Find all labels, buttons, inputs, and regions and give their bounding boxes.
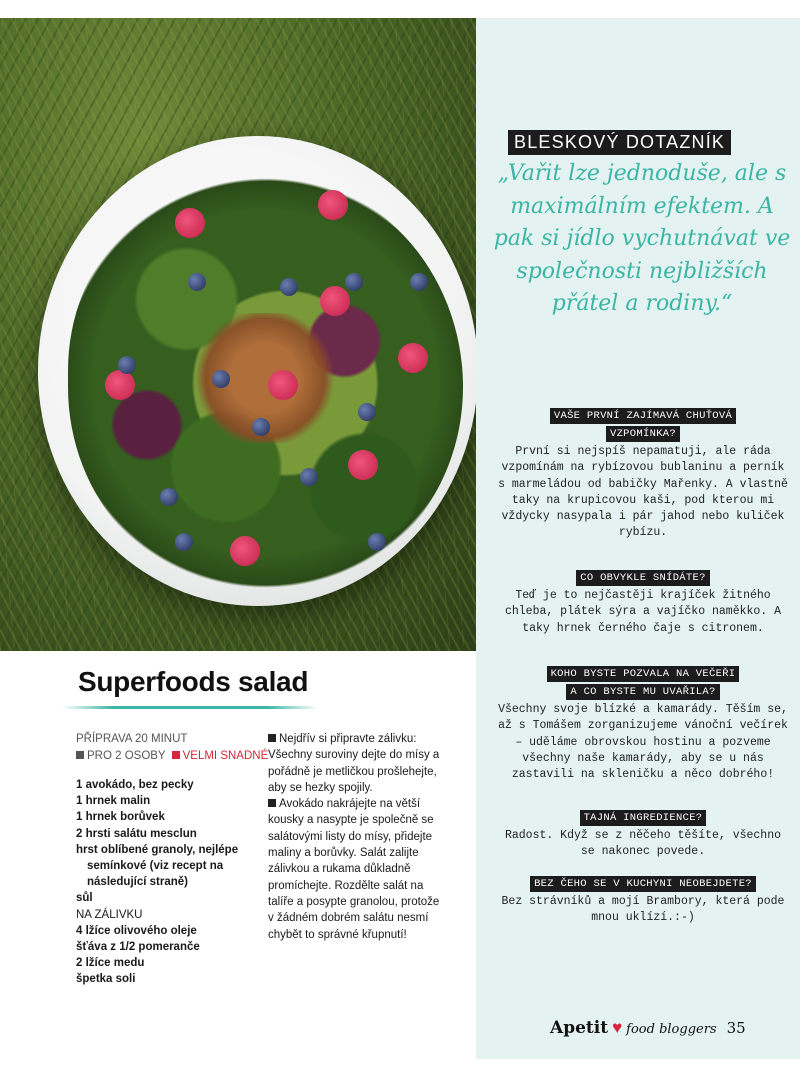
raspberry — [320, 286, 350, 316]
raspberry — [105, 370, 135, 400]
answer-text: Bez strávníků a mojí Brambory, která pode mnou uklízí.:-) — [501, 895, 785, 925]
question-label: TAJNÁ INGREDIENCE? — [580, 810, 707, 826]
questionnaire-title: BLESKOVÝ DOTAZNÍK — [508, 130, 731, 155]
step — [268, 731, 448, 796]
ingredient: 1 avokádo, bez pecky — [76, 779, 194, 791]
ingredient-list — [76, 777, 256, 988]
qa-block — [496, 408, 790, 542]
ingredient: 2 lžíce medu — [76, 957, 145, 970]
title-underline — [62, 706, 318, 709]
qa-block — [496, 876, 790, 927]
ingredient: 4 lžíce olivového oleje — [76, 924, 197, 937]
raspberry — [348, 450, 378, 480]
question-label: CO OBVYKLE SNÍDÁTE? — [576, 570, 709, 586]
question-label: BEZ ČEHO SE V KUCHYNI NEOBEJDETE? — [530, 876, 756, 892]
dressing-heading: NA ZÁLIVKU — [76, 908, 143, 921]
ingredient: 1 hrnek borůvek — [76, 811, 165, 824]
blueberry — [175, 533, 193, 551]
qa-block — [496, 570, 790, 637]
raspberry — [175, 208, 205, 238]
ingredient: následující straně) — [87, 876, 188, 889]
recipe-meta — [76, 731, 268, 764]
square-bullet-icon — [172, 751, 180, 759]
ingredient: šťáva z 1/2 pomeranče — [76, 941, 200, 954]
blueberry — [212, 370, 230, 388]
page-number: 35 — [726, 1019, 746, 1037]
qa-block — [496, 810, 790, 861]
heart-icon: ♥ — [612, 1018, 623, 1037]
ingredient: sůl — [76, 892, 93, 905]
difficulty: VELMI SNADNÉ — [182, 749, 269, 762]
method — [268, 731, 448, 943]
raspberry — [268, 370, 298, 400]
servings: PRO 2 OSOBY — [87, 749, 166, 762]
ingredient: 2 hrsti salátu mesclun — [76, 827, 197, 840]
section-name: food bloggers — [626, 1022, 717, 1037]
brand-logo: Apetit — [550, 1018, 609, 1038]
square-bullet-icon — [268, 734, 276, 742]
step-text: Avokádo nakrájejte na větší kousky a nasypte je společně se salátovými listy do mísy, přidejte maliny a borůvky. Salát zalijte zálivkou a rukama důkladně promíchejte. Rozdělte salát na talíře a posypte granolou, protože v žádném dobrém salátu nesmí chybět to správné křupnutí! — [268, 798, 440, 941]
blueberry — [410, 273, 428, 291]
ingredient: hrst oblíbené granoly, nejlépe — [76, 843, 239, 856]
blueberry — [280, 278, 298, 296]
question-label: A CO BYSTE MU UVAŘILA? — [566, 684, 719, 700]
recipe-title: Superfoods salad — [78, 666, 309, 697]
answer-text: Teď je to nejčastěji krajíček žitného chleba, plátek sýra a vajíčko naměkko. A taky hrnek černého čaje s citronem. — [504, 589, 782, 635]
raspberry — [230, 536, 260, 566]
answer-text: Radost. Když se z něčeho těšíte, všechno se nakonec povede. — [504, 829, 782, 859]
question-label: VZPOMÍNKA? — [606, 426, 680, 442]
ingredient: 1 hrnek malin — [76, 795, 151, 808]
salad-photo — [0, 18, 476, 651]
raspberry — [318, 190, 348, 220]
blueberry — [160, 488, 178, 506]
blueberry — [358, 403, 376, 421]
step-text: Nejdřív si připravte zálivku: Všechny suroviny dejte do mísy a pořádně je metličkou prošlehejte, aby se hezky spojily. — [268, 733, 440, 794]
blueberry — [345, 273, 363, 291]
answer-text: První si nejspíš nepamatuji, ale ráda vzpomínám na rybízovou bublaninu a perník s marmeládou od babičky Mařenky. A vlastně taky na krupicovou kaši, pod kterou mi vždycky nasypala i pár jahod nebo kuliček rybízu. — [498, 445, 788, 540]
blueberry — [300, 468, 318, 486]
square-bullet-icon — [268, 799, 276, 807]
pull-quote: „Vařit lze jednoduše, ale s maximálním efektem. A pak si jídlo vychutnávat ve společnosti nejbližších přátel a rodiny.“ — [493, 161, 791, 316]
qa-block — [496, 666, 790, 783]
blueberry — [188, 273, 206, 291]
question-label: VAŠE PRVNÍ ZAJÍMAVÁ CHUŤOVÁ — [550, 408, 736, 424]
question-label: KOHO BYSTE POZVALA NA VEČEŘI — [547, 666, 740, 682]
ingredient: špetka soli — [76, 973, 136, 986]
step — [268, 796, 448, 943]
prep-time: PŘÍPRAVA 20 MINUT — [76, 733, 188, 745]
blueberry — [252, 418, 270, 436]
blueberry — [368, 533, 386, 551]
blueberry — [118, 356, 136, 374]
answer-text: Všechny svoje blízké a kamarády. Těším se, až s Tomášem zorganizujeme vánoční večírek – uděláme obrovskou hostinu a pozveme všechny naše kamarády, aby se u nás zastavili na skleničku a něco dobrého! — [498, 703, 788, 782]
page-footer — [550, 1018, 746, 1038]
ingredient: semínkové (viz recept na — [87, 860, 224, 873]
square-bullet-icon — [76, 751, 84, 759]
raspberry — [398, 343, 428, 373]
